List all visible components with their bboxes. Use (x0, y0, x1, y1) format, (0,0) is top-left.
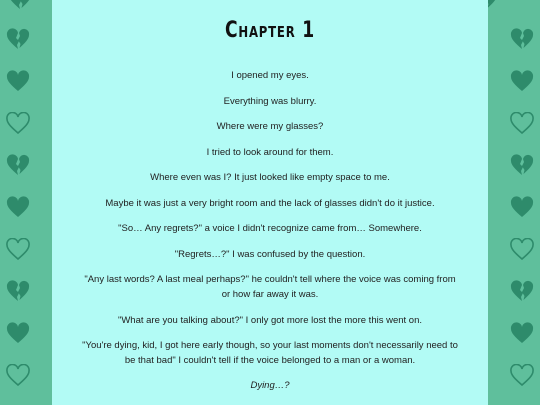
heart-outline-icon (510, 112, 534, 134)
paragraph-italic: Dying…? (250, 380, 290, 391)
paragraph: "So… Any regrets?" a voice I didn't recognize came from… Somewhere. (118, 223, 422, 234)
heart-outline-icon (6, 238, 30, 260)
broken-heart-icon (510, 280, 534, 302)
chapter-title: Chapter 1 (225, 18, 315, 43)
heart-icon (6, 70, 30, 92)
broken-heart-icon (6, 280, 30, 302)
paragraph: Everything was blurry. (223, 96, 317, 107)
broken-heart-icon (8, 0, 32, 10)
heart-icon (6, 322, 30, 344)
story-page (52, 0, 488, 405)
paragraph: "Any last words? A last meal perhaps?" he couldn't tell where the voice was coming from or how far away it was. (84, 274, 456, 300)
broken-heart-icon (6, 28, 30, 50)
heart-icon (510, 196, 534, 218)
paragraph: "What are you talking about?" I only got more lost the more this went on. (117, 315, 423, 326)
heart-icon (510, 70, 534, 92)
heart-icon (6, 196, 30, 218)
heart-outline-icon (510, 238, 534, 260)
broken-heart-icon (6, 154, 30, 176)
broken-heart-icon (510, 154, 534, 176)
paragraph: Maybe it was just a very bright room and the lack of glasses didn't do it justice. (105, 198, 435, 209)
broken-heart-icon (510, 28, 534, 50)
paragraph: "You're dying, kid, I got here early though, so your last moments don't necessarily need to be that bad" I couldn't tell if the voice belonged to a man or a woman. (82, 340, 458, 366)
paragraph: Where even was I? It just looked like empty space to me. (150, 172, 390, 183)
paragraph: I opened my eyes. (231, 70, 309, 81)
heart-outline-icon (6, 112, 30, 134)
paragraph: I tried to look around for them. (206, 147, 334, 158)
heart-icon (510, 322, 534, 344)
heart-outline-icon (510, 364, 534, 386)
paragraph: Where were my glasses? (216, 121, 324, 132)
heart-outline-icon (6, 364, 30, 386)
paragraph: "Regrets…?" I was confused by the question. (174, 249, 366, 260)
